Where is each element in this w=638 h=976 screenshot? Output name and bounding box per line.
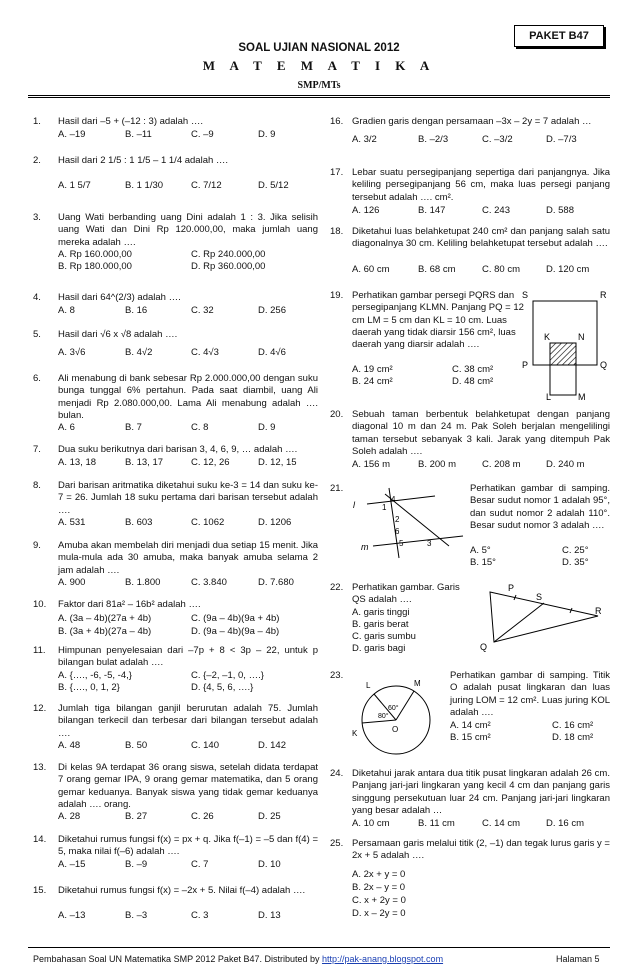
angle-1: 1 (382, 503, 387, 512)
square-rectangle-figure (520, 288, 610, 403)
option-b[interactable]: B. –3 (125, 910, 148, 921)
footer-link[interactable]: http://pak-anang.blogspot.com (321, 954, 444, 964)
angle-80: 80° (378, 713, 389, 720)
option-b[interactable]: B. garis berat (352, 619, 409, 630)
option-b[interactable]: B. 11 cm (418, 818, 455, 829)
question-text: Dua suku berikutnya dari barisan 3, 4, 6, 9, … adalah …. (58, 444, 298, 455)
option-d[interactable]: D. garis bagi (352, 643, 406, 654)
option-b[interactable]: B. 147 (418, 205, 446, 216)
option-c[interactable]: C. x + 2y = 0 (352, 895, 406, 906)
question-number: 15. (33, 885, 47, 896)
question-text: Himpunan penyelesaian dari –7p + 8 < 3p – 22, untuk p bilangan bulat adalah …. (58, 645, 318, 669)
option-d[interactable]: D. 13 (258, 910, 281, 921)
option-b[interactable]: B. 68 cm (418, 264, 456, 275)
option-a[interactable]: A. (3a – 4b)(27a + 4b) (58, 613, 152, 624)
option-b[interactable]: B. 24 cm² (352, 376, 393, 387)
label-p: P (522, 360, 529, 370)
label-l: L (546, 392, 552, 402)
option-a[interactable]: A. 2x + y = 0 (352, 869, 406, 880)
question-text: Sebuah taman berbentuk belahketupat dengan panjang diagonal 10 m dan 24 m. Pak Soleh berjalan mengelilingi taman tersebut sebanyak 3 kali. Jarak yang ditempuh Pak Soleh adalah …. (352, 409, 610, 457)
label-q: Q (600, 360, 608, 370)
option-a[interactable]: A. 48 (58, 740, 81, 751)
page-number: Halaman 5 (556, 954, 600, 964)
question-text: Perhatikan gambar di samping. Besar sudut nomor 1 adalah 95°, dan sudut nomor 2 adalah 110°. Besar sudut nomor 3 adalah …. (470, 483, 610, 531)
option-c[interactable]: C. 8 (191, 422, 209, 433)
question-number: 8. (33, 480, 41, 491)
option-c[interactable]: C. 80 cm (482, 264, 521, 275)
question-number: 24. (330, 768, 344, 779)
option-b[interactable]: B. 50 (125, 740, 148, 751)
question-number: 14. (33, 834, 47, 845)
option-d[interactable]: D. 12, 15 (258, 457, 297, 468)
question-number: 25. (330, 838, 344, 849)
option-b[interactable]: B. 603 (125, 517, 153, 528)
question-number: 12. (33, 703, 47, 714)
triangle-figure (468, 582, 608, 654)
label-m: M (414, 679, 421, 688)
label-p: P (508, 583, 515, 593)
question-number: 11. (33, 645, 46, 656)
question-text: Hasil dari √6 x √8 adalah …. (58, 329, 178, 340)
option-a[interactable]: A. 60 cm (352, 264, 390, 275)
option-b[interactable]: B. –2/3 (418, 134, 449, 145)
question-text: Persamaan garis melalui titik (2, –1) dan tegak lurus garis y = 2x + 5 adalah …. (352, 838, 610, 862)
footer-rule (28, 947, 610, 948)
option-c[interactable]: C. 12, 26 (191, 457, 230, 468)
option-c[interactable]: C. Rp 240.000,00 (191, 249, 266, 260)
option-b[interactable]: B. 7 (125, 422, 142, 433)
option-c[interactable]: C. 38 cm² (452, 364, 494, 375)
option-d[interactable]: D. 588 (546, 205, 574, 216)
question-text: Lebar suatu persegipanjang sepertiga dari panjangnya. Jika keliling persegipanjang 56 cm, maka luas persegi panjang tersebut adalah …. cm². (352, 167, 610, 203)
label-n: N (578, 332, 585, 342)
question-number: 6. (33, 373, 41, 384)
question-text: Hasil dari 2 1/5 : 1 1/5 – 1 1/4 adalah …. (58, 155, 229, 166)
label-r: R (600, 290, 607, 300)
paket-badge: PAKET B47 (514, 25, 604, 47)
option-b[interactable]: B. 1.800 (125, 577, 161, 588)
question-number: 5. (33, 329, 41, 340)
option-a[interactable]: A. 126 (352, 205, 380, 216)
question-number: 9. (33, 540, 41, 551)
question-text: Diketahui rumus fungsi f(x) = px + q. Jika f(–1) = –5 dan f(4) = 5, maka nilai f(–6) adalah …. (58, 834, 318, 858)
label-l: l (353, 500, 355, 510)
option-c[interactable]: C. 3.840 (191, 577, 227, 588)
option-c[interactable]: C. 32 (191, 305, 214, 316)
option-c[interactable]: C. 3 (191, 910, 209, 921)
option-a[interactable]: A. 3/2 (352, 134, 377, 145)
option-b[interactable]: B. –9 (125, 859, 148, 870)
option-c[interactable]: C. 4√3 (191, 347, 219, 358)
option-a[interactable]: A. {…., -6, -5, -4,} (58, 670, 132, 681)
option-a[interactable]: A. 6 (58, 422, 75, 433)
angle-2: 2 (395, 515, 400, 524)
question-text: Uang Wati berbanding uang Dini adalah 1 : 3. Jika selisih uang Wati dan Dini Rp 120.000,00, maka jumlah uang mereka adalah …. (58, 212, 318, 248)
angle-60: 60° (388, 705, 399, 712)
label-k: K (352, 729, 358, 738)
option-a[interactable]: A. –15 (58, 859, 86, 870)
shaded-region (550, 343, 576, 365)
option-b[interactable]: B. 27 (125, 811, 148, 822)
option-d[interactable]: D. Rp 360.000,00 (191, 261, 266, 272)
level-title: SMP/MTs (297, 80, 341, 91)
option-a[interactable]: A. –19 (58, 129, 86, 140)
option-c[interactable]: C. –9 (191, 129, 214, 140)
question-number: 18. (330, 226, 344, 237)
option-c[interactable]: C. 243 (482, 205, 510, 216)
option-c[interactable]: C. 7 (191, 859, 209, 870)
question-text: Ali menabung di bank sebesar Rp 2.000.000,00 dengan suku bunga tunggal 6% pertahun. Pada saat diambil, uang Ali menjadi Rp 2.080.000,00. Lama Ali menabung adalah …. bulan. (58, 373, 318, 421)
option-d[interactable]: D. 9 (258, 422, 276, 433)
label-q: Q (480, 642, 488, 652)
question-number: 7. (33, 444, 41, 455)
option-b[interactable]: B. 16 (125, 305, 148, 316)
option-b[interactable]: B. 15 cm² (450, 732, 491, 743)
option-d[interactable]: D. (9a – 4b)(9a – 4b) (191, 626, 280, 637)
option-d[interactable]: D. 16 cm (546, 818, 585, 829)
label-l: L (366, 681, 371, 690)
circle-sector-figure (348, 666, 448, 764)
question-text: Di kelas 9A terdapat 36 orang siswa, setelah didata terdapat 7 orang gemar IPA, 9 orang gemar matematika, dan 5 orang gemar keduanya. Banyak siswa yang tidak gemar keduanya adalah …. orang. (58, 762, 318, 810)
option-b[interactable]: B. 4√2 (125, 347, 153, 358)
question-number: 1. (33, 116, 41, 127)
option-d[interactable]: D. 240 m (546, 459, 585, 470)
option-a[interactable]: A. 900 (58, 577, 86, 588)
option-d[interactable]: D. 9 (258, 129, 276, 140)
option-d[interactable]: D. 35° (562, 557, 589, 568)
option-b[interactable]: B. 2x – y = 0 (352, 882, 406, 893)
option-d[interactable]: D. 48 cm² (452, 376, 494, 387)
line-m (373, 536, 463, 546)
label-m: m (361, 542, 369, 552)
option-a[interactable]: A. 1 5/7 (58, 180, 91, 191)
option-c[interactable]: C. 25° (562, 545, 589, 556)
label-s: S (536, 592, 543, 602)
question-text: Dari barisan aritmatika diketahui suku ke-3 = 14 dan suku ke-7 = 26. Jumlah 18 suku pertama dari barisan tersebut adalah …. (58, 480, 318, 516)
question-text: Diketahui rumus fungsi f(x) = –2x + 5. Nilai f(–4) adalah …. (58, 885, 306, 896)
header-rule-bottom (28, 97, 610, 98)
option-b[interactable]: B. Rp 180.000,00 (58, 261, 132, 272)
option-c[interactable]: C. 14 cm (482, 818, 521, 829)
option-a[interactable]: A. 3√6 (58, 347, 86, 358)
question-number: 13. (33, 762, 47, 773)
question-number: 16. (330, 116, 344, 127)
angle-4: 4 (391, 495, 396, 504)
question-text: Gradien garis dengan persamaan –3x – 2y = 7 adalah … (352, 116, 592, 127)
line-l (367, 496, 435, 504)
header-rule-top (28, 95, 610, 96)
radius-ok (362, 720, 396, 723)
question-number: 22. (330, 582, 344, 593)
angle-6: 6 (395, 527, 400, 536)
question-text: Perhatikan gambar. Garis QS adalah …. (352, 582, 460, 606)
option-b[interactable]: B. 13, 17 (125, 457, 164, 468)
question-text: Diketahui luas belahketupat 240 cm² dan panjang salah satu diagonalnya 30 cm. Keliling belahketupat tersebut adalah …. (352, 226, 610, 250)
option-c[interactable]: C. 208 m (482, 459, 521, 470)
option-b[interactable]: B. {…., 0, 1, 2} (58, 682, 120, 693)
option-c[interactable]: C. 26 (191, 811, 214, 822)
option-b[interactable]: B. –11 (125, 129, 152, 140)
option-d[interactable]: D. 142 (258, 740, 286, 751)
question-number: 10. (33, 599, 47, 610)
question-number: 2. (33, 155, 41, 166)
option-d[interactable]: D. 120 cm (546, 264, 590, 275)
option-d[interactable]: D. 256 (258, 305, 286, 316)
option-d[interactable]: D. {4, 5, 6, ….} (191, 682, 254, 693)
option-c[interactable]: C. –3/2 (482, 134, 513, 145)
label-o: O (392, 725, 399, 734)
subject-title: M A T E M A T I K A (202, 58, 436, 73)
option-a[interactable]: A. 14 cm² (450, 720, 491, 731)
option-a[interactable]: A. garis tinggi (352, 607, 410, 618)
question-text: Perhatikan gambar persegi PQRS dan persegipanjang KLMN. Panjang PQ = 12 cm LM = 5 cm dan KL = 10 cm. Luas daerah yang tidak diarsir 156 cm², luas daerah yang diarsir adalah …. (352, 290, 524, 351)
exam-title: SOAL UJIAN NASIONAL 2012 (238, 42, 400, 54)
question-number: 20. (330, 409, 344, 420)
label-r: R (595, 606, 602, 616)
question-text: Hasil dari 64^(2/3) adalah …. (58, 292, 181, 303)
footer-text: Pembahasan Soal UN Matematika SMP 2012 Paket B47. Distributed by (33, 954, 322, 964)
option-b[interactable]: B. 15° (470, 557, 496, 568)
option-c[interactable]: C. (9a – 4b)(9a + 4b) (191, 613, 280, 624)
option-a[interactable]: A. 13, 18 (58, 457, 97, 468)
option-a[interactable]: A. Rp 160.000,00 (58, 249, 132, 260)
question-number: 4. (33, 292, 41, 303)
option-b[interactable]: B. 200 m (418, 459, 457, 470)
option-a[interactable]: A. 28 (58, 811, 81, 822)
option-c[interactable]: C. {–2, –1, 0, ….} (191, 670, 264, 681)
question-number: 17. (330, 167, 344, 178)
question-text: Faktor dari 81a² – 16b² adalah …. (58, 599, 201, 610)
option-a[interactable]: A. 8 (58, 305, 75, 316)
angle-5: 5 (399, 539, 404, 548)
option-d[interactable]: D. 25 (258, 811, 281, 822)
radius-om (396, 691, 414, 720)
label-m: M (578, 392, 586, 402)
option-a[interactable]: A. 19 cm² (352, 364, 393, 375)
label-k: K (544, 332, 551, 342)
option-d[interactable]: D. 5/12 (258, 180, 289, 191)
option-d[interactable]: D. 18 cm² (552, 732, 594, 743)
angle-3: 3 (427, 539, 432, 548)
option-c[interactable]: C. 140 (191, 740, 219, 751)
question-text: Jumlah tiga bilangan ganjil berurutan adalah 75. Jumlah bilangan terkecil dan terbesar dari bilangan tersebut adalah …. (58, 703, 318, 739)
option-c[interactable]: C. garis sumbu (352, 631, 416, 642)
option-a[interactable]: A. 10 cm (352, 818, 390, 829)
option-d[interactable]: D. 10 (258, 859, 281, 870)
question-number: 19. (330, 290, 344, 301)
option-b[interactable]: B. 1 1/30 (125, 180, 164, 191)
option-d[interactable]: D. 7.680 (258, 577, 294, 588)
question-text: Diketahui jarak antara dua titik pusat lingkaran adalah 26 cm. Panjang jari-jari lingkaran yang kecil 4 cm dan panjang garis singgung persekutuan luar 24 cm. Panjang jari-jari lingkaran yang besar adalah … (352, 768, 610, 816)
option-d[interactable]: D. x – 2y = 0 (352, 908, 406, 919)
question-number: 23. (330, 670, 344, 681)
option-a[interactable]: A. 531 (58, 517, 86, 528)
label-s: S (522, 290, 529, 300)
option-a[interactable]: A. 156 m (352, 459, 391, 470)
option-c[interactable]: C. 7/12 (191, 180, 222, 191)
footer-credit (33, 953, 443, 965)
question-text: Amuba akan membelah diri menjadi dua setiap 15 menit. Jika mula-mula ada 30 amuba, maka banyak amuba selama 2 jam adalah …. (58, 540, 318, 576)
parallel-lines-figure (345, 484, 465, 562)
question-text: Perhatikan gambar di samping. Titik O adalah pusat lingkaran dan luas juring LOM = 12 cm². Luas juring KOL adalah …. (450, 670, 610, 718)
option-d[interactable]: D. 1206 (258, 517, 292, 528)
option-a[interactable]: A. 5° (470, 545, 491, 556)
option-d[interactable]: D. 4√6 (258, 347, 286, 358)
question-number: 21. (330, 483, 344, 494)
question-text: Hasil dari –5 + (–12 : 3) adalah …. (58, 116, 203, 127)
question-number: 3. (33, 212, 41, 223)
option-a[interactable]: A. –13 (58, 910, 86, 921)
option-c[interactable]: C. 1062 (191, 517, 225, 528)
option-b[interactable]: B. (3a + 4b)(27a – 4b) (58, 626, 152, 637)
option-c[interactable]: C. 16 cm² (552, 720, 594, 731)
triangle-pqr (490, 592, 598, 642)
option-d[interactable]: D. –7/3 (546, 134, 577, 145)
